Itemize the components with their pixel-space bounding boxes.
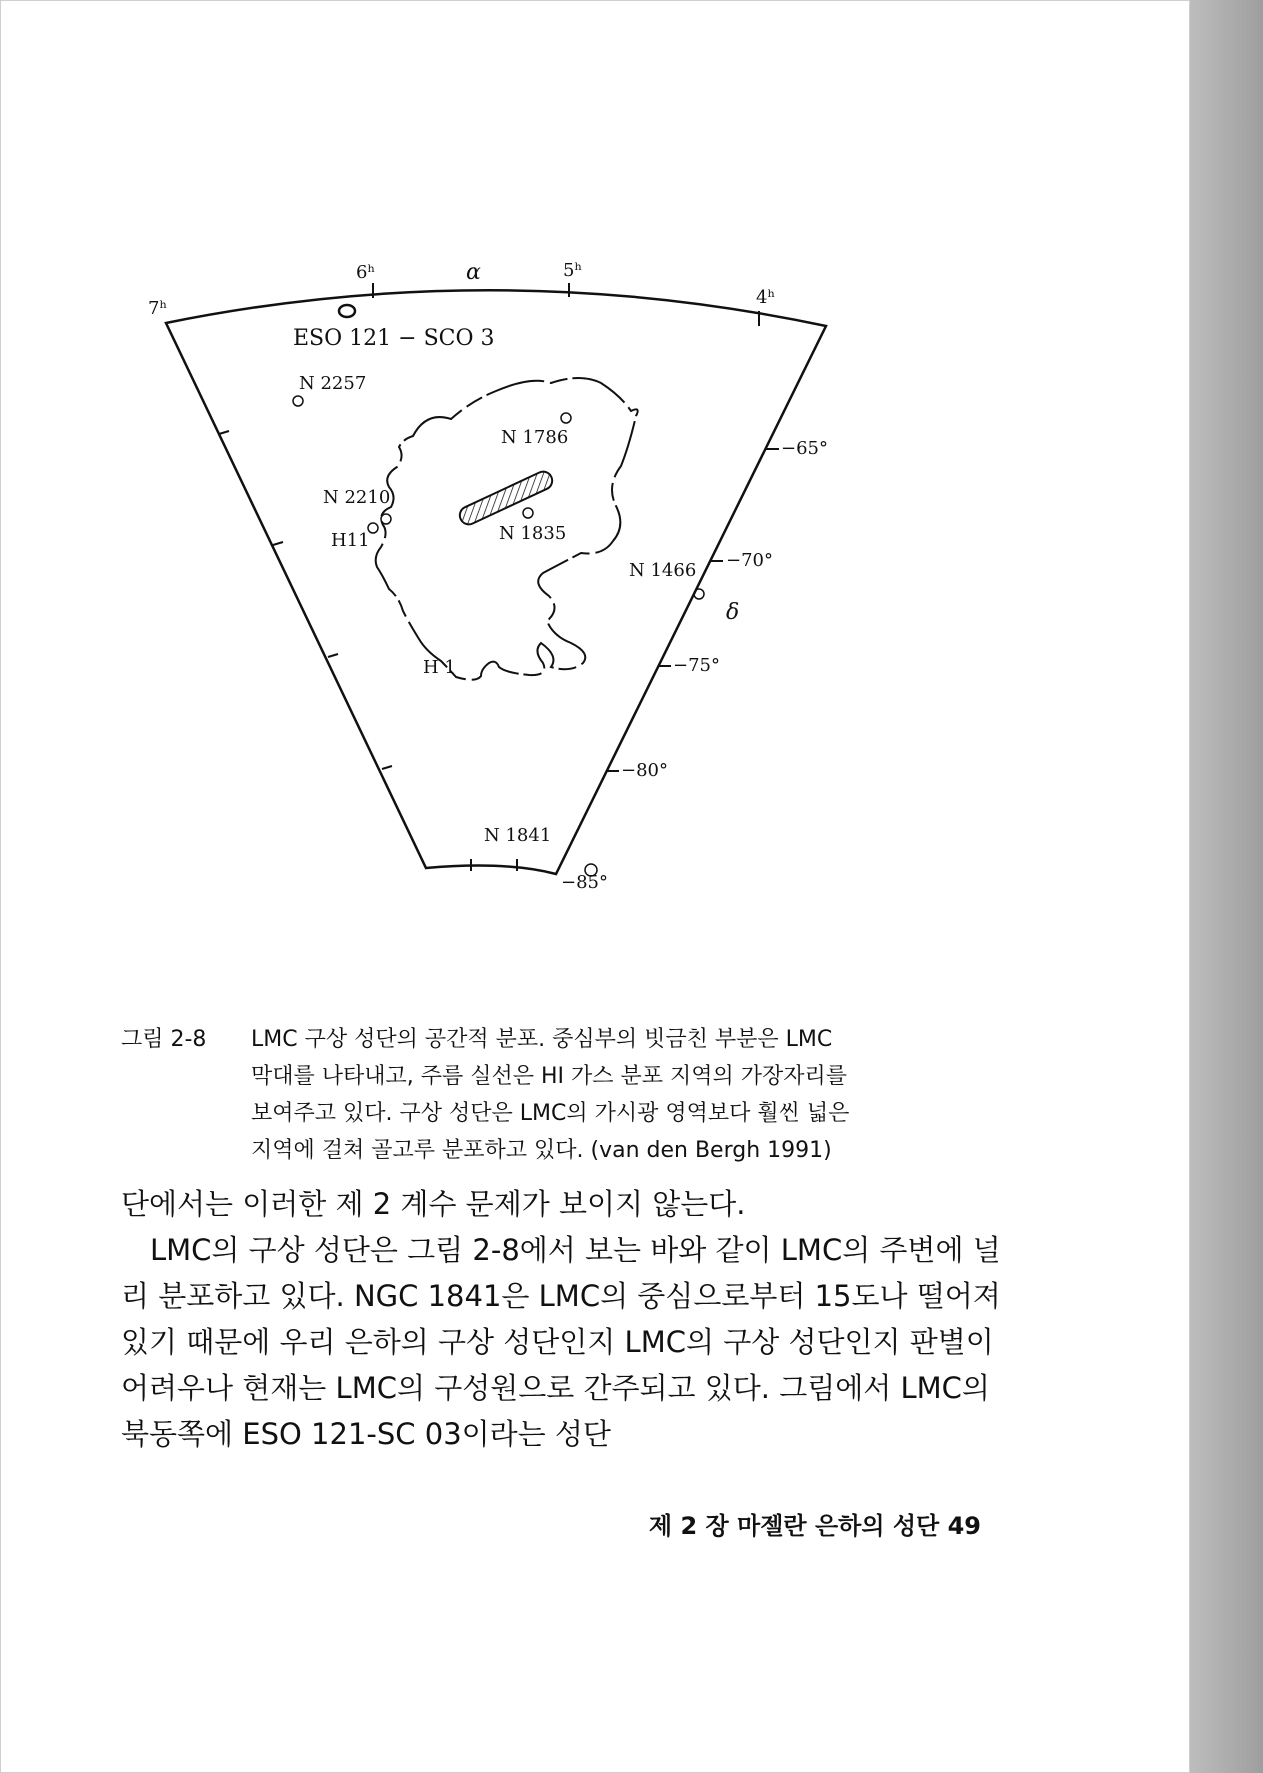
ra-4h-label: 4ʰ: [756, 287, 776, 308]
cluster-h11: H11: [331, 530, 370, 551]
delta-label: δ: [726, 600, 740, 625]
cluster-n1835: N 1835: [499, 523, 567, 544]
dec-80-label: −80°: [621, 760, 668, 781]
lmc-cluster-map: [148, 260, 971, 1021]
dec-85-label: −85°: [561, 872, 608, 893]
lmc-bar: [457, 469, 555, 528]
caption-text: LMC 구상 성단의 공간적 분포. 중심부의 빗금친 부분은 LMC 막대를 나타내고, 주름 실선은 HI 가스 분포 지역의 가장자리를 보여주고 있다. 구상 성단은 LMC의 가시광 영역보다 훨씬 넓은 지역에 걸쳐 골고루 분포하고 있다. (van den Bergh 1991): [251, 1027, 850, 1163]
cluster-n1841: N 1841: [484, 825, 552, 846]
page-footer: 제 2 장 마젤란 은하의 성단 49: [648, 1512, 981, 1540]
alpha-label: α: [466, 260, 481, 285]
map-svg: [148, 260, 971, 1021]
body-line-1: 단에서는 이러한 제 2 계수 문제가 보이지 않는다.: [121, 1187, 746, 1221]
dec-65-label: −65°: [781, 438, 828, 459]
map-outline: [166, 290, 826, 874]
cluster-n1786: N 1786: [501, 427, 569, 448]
page-edge-shadow: [1190, 0, 1263, 1773]
cluster-h1: H 1: [423, 657, 456, 678]
caption-number: 그림 2-8: [121, 1027, 207, 1052]
body-text: [121, 1181, 1001, 1457]
figure-caption: [121, 1021, 1001, 1169]
cluster-n2257: N 2257: [299, 373, 367, 394]
cluster-eso121: ESO 121 − SCO 3: [293, 326, 495, 351]
ra-5h-label: 5ʰ: [563, 260, 583, 281]
cluster-n1466: N 1466: [629, 560, 697, 581]
body-paragraph-2: LMC의 구상 성단은 그림 2-8에서 보는 바와 같이 LMC의 주변에 널리 분포하고 있다. NGC 1841은 LMC의 중심으로부터 15도나 떨어져 있기 때문에 우리 은하의 구상 성단인지 LMC의 구상 성단인지 판별이 어려우나 현재는 LMC의 구성원으로 간주되고 있다. 그림에서 LMC의 북동쪽에 ESO 121-SC 03이라는 성단: [121, 1233, 1001, 1451]
cluster-n2210: N 2210: [323, 487, 391, 508]
ra-6h-label: 6ʰ: [356, 262, 376, 283]
ra-7h-label: 7ʰ: [148, 298, 168, 319]
eso121-cluster-symbol: [339, 305, 355, 317]
dec-75-label: −75°: [673, 655, 720, 676]
dec-70-label: −70°: [726, 550, 773, 571]
